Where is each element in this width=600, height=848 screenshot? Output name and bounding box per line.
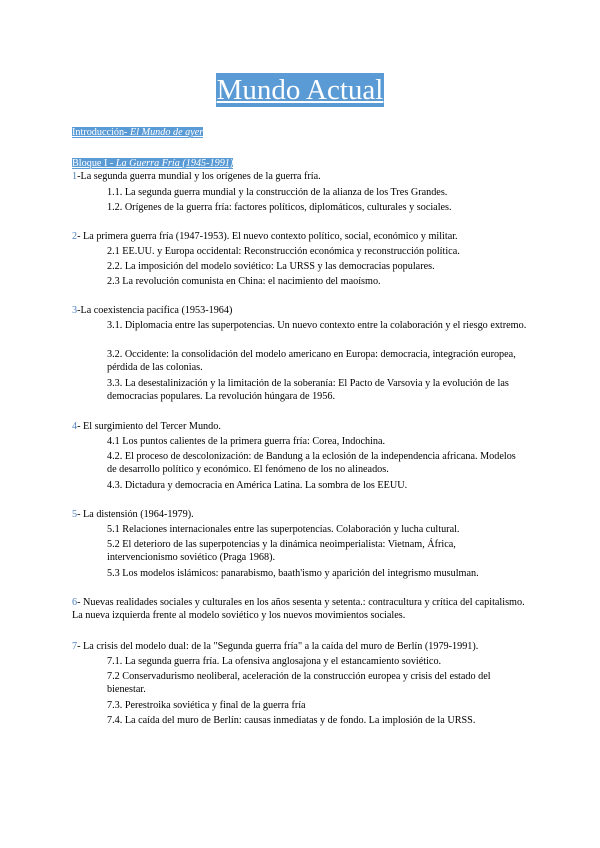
- section-number: 1: [72, 171, 78, 182]
- bloque-line: [72, 157, 233, 170]
- section-number: 5: [72, 509, 78, 520]
- section-title-text: - El surgimiento del Tercer Mundo.: [77, 421, 221, 432]
- section-3-item-3: 3.3. La desestalinización y la limitación de la soberanía: El Pacto de Varsovia y la evolución de las democracias populares. La revolución húngara de 1956.: [107, 378, 509, 402]
- section-number: 7: [72, 641, 78, 652]
- section-2-item-3: 2.3 La revolución comunista en China: el nacimiento del maoísmo.: [107, 276, 381, 287]
- section-3-title: [72, 304, 232, 317]
- section-number: 4: [72, 421, 78, 432]
- section-4-item-2: 4.2. El proceso de descolonización: de Bandung a la eclosión de la independencia africana. Modelos de desarrollo político y económico. El fenómeno de los no alineados.: [107, 451, 516, 475]
- section-number: 6: [72, 597, 78, 608]
- section-2-item-1: 2.1 EE.UU. y Europa occidental: Reconstrucción económica y reconstrucción política.: [107, 246, 460, 257]
- section-number: 3: [72, 305, 78, 316]
- section-7-item-2: 7.2 Conservadurismo neoliberal, aceleración de la construcción europea y crisis del estado del bienestar.: [107, 671, 491, 695]
- section-1-item-1: 1.1. La segunda guerra mundial y la construcción de la alianza de los Tres Grandes.: [107, 187, 448, 198]
- section-5-item-3: 5.3 Los modelos islámicos: panarabismo, baath'ismo y aparición del integrismo musulman.: [107, 568, 479, 579]
- document-title: Mundo Actual: [216, 74, 384, 106]
- section-7-item-3: 7.3. Perestroika soviética y final de la guerra fría: [107, 700, 306, 711]
- section-6-title: [72, 596, 528, 622]
- section-2-item-2: 2.2. La imposición del modelo soviético: La URSS y las democracias populares.: [107, 261, 435, 272]
- section-1-title: [72, 170, 321, 183]
- section-title-text: - La primera guerra fría (1947-1953). El nuevo contexto político, social, económico y militar.: [77, 231, 458, 242]
- section-3-item-1: 3.1. Diplomacia entre las superpotencias. Un nuevo contexto entre la colaboración y el riesgo extremo.: [107, 320, 527, 331]
- section-7-title: [72, 640, 478, 653]
- section-1-item-2: 1.2. Orígenes de la guerra fría: factores políticos, diplomáticos, culturales y sociales.: [107, 202, 452, 213]
- section-title-text: -La segunda guerra mundial y los orígenes de la guerra fría.: [77, 171, 321, 182]
- section-7-item-1: 7.1. La segunda guerra fría. La ofensiva anglosajona y el estancamiento soviético.: [107, 656, 442, 667]
- section-2-title: [72, 230, 458, 243]
- bloque-label: Bloque I -: [72, 158, 116, 169]
- intro-italic: El Mundo de ayer: [130, 127, 204, 138]
- section-5-item-2: 5.2 El deterioro de las superpotencias y la dinámica neoimperialista: Vietnam, África, intervencionismo soviético (Praga 1968).: [107, 539, 456, 563]
- bloque-italic: La Guerra Fría (1945-1991): [115, 158, 234, 169]
- section-title-text: - La distensión (1964-1979).: [77, 509, 194, 520]
- section-title-text: - Nuevas realidades sociales y culturales en los años sesenta y setenta.: contracultura y crítica del capitalismo. La nueva izquierda frente al modelo soviético y los nuevos movimientos sociales.: [72, 597, 525, 621]
- section-7-item-4: 7.4. La caída del muro de Berlín: causas inmediatas y de fondo. La implosión de la URSS.: [107, 715, 476, 726]
- section-4-item-1: 4.1 Los puntos calientes de la primera guerra fría: Corea, Indochina.: [107, 436, 386, 447]
- section-4-item-3: 4.3. Dictadura y democracia en América Latina. La sombra de los EEUU.: [107, 480, 408, 491]
- intro-label: Introducción-: [72, 127, 130, 138]
- section-3-item-2: 3.2. Occidente: la consolidación del modelo americano en Europa: democracia, integración europea, pérdida de las colonias.: [107, 349, 516, 373]
- section-title-text: - La crisis del modelo dual: de la "Segunda guerra fría" a la caída del muro de Berlín (1979-1991).: [77, 641, 479, 652]
- section-number: 2: [72, 231, 78, 242]
- intro-line: [72, 126, 203, 139]
- section-5-item-1: 5.1 Relaciones internacionales entre las superpotencias. Colaboración y lucha cultural.: [107, 524, 460, 535]
- section-title-text: -La coexistencia pacífica (1953-1964): [77, 305, 233, 316]
- title-container: [0, 73, 600, 107]
- section-4-title: [72, 420, 221, 433]
- section-5-title: [72, 508, 194, 521]
